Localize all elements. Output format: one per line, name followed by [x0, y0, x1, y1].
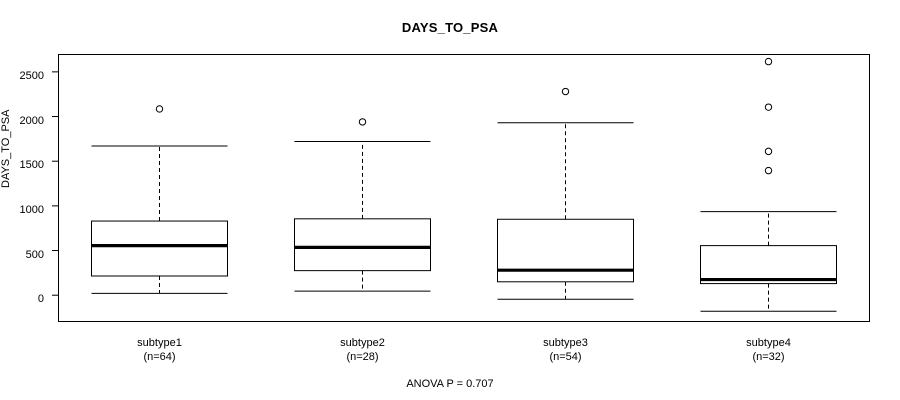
x-axis-label-subtype2 [283, 336, 443, 364]
x-axis-label-subtype4 [689, 336, 849, 364]
y-tick-label: 2000 [19, 114, 44, 127]
x-axis-group-count: (n=28) [346, 351, 379, 363]
y-tick-label: 0 [37, 293, 44, 306]
x-axis-group-name: subtype2 [340, 337, 385, 349]
y-tick-label: 1500 [19, 159, 44, 172]
x-axis-label-subtype3 [486, 336, 646, 364]
x-axis-label-subtype1 [80, 336, 240, 364]
y-tick-label: 2500 [19, 69, 44, 82]
x-axis-group-count: (n=54) [549, 351, 582, 363]
x-axis-group-name: subtype4 [746, 337, 791, 349]
y-axis-label: DAYS_TO_PSA [0, 109, 12, 188]
anova-footnote: ANOVA P = 0.707 [406, 378, 494, 390]
x-axis-group-name: subtype3 [543, 337, 588, 349]
chart-title: DAYS_TO_PSA [401, 20, 499, 35]
y-tick-label: 1000 [19, 203, 44, 216]
x-axis-group-count: (n=64) [143, 351, 176, 363]
x-axis-group-name: subtype1 [137, 337, 182, 349]
y-tick-label: 500 [25, 248, 44, 261]
plot-area [58, 54, 870, 322]
x-axis-group-count: (n=32) [752, 351, 785, 363]
